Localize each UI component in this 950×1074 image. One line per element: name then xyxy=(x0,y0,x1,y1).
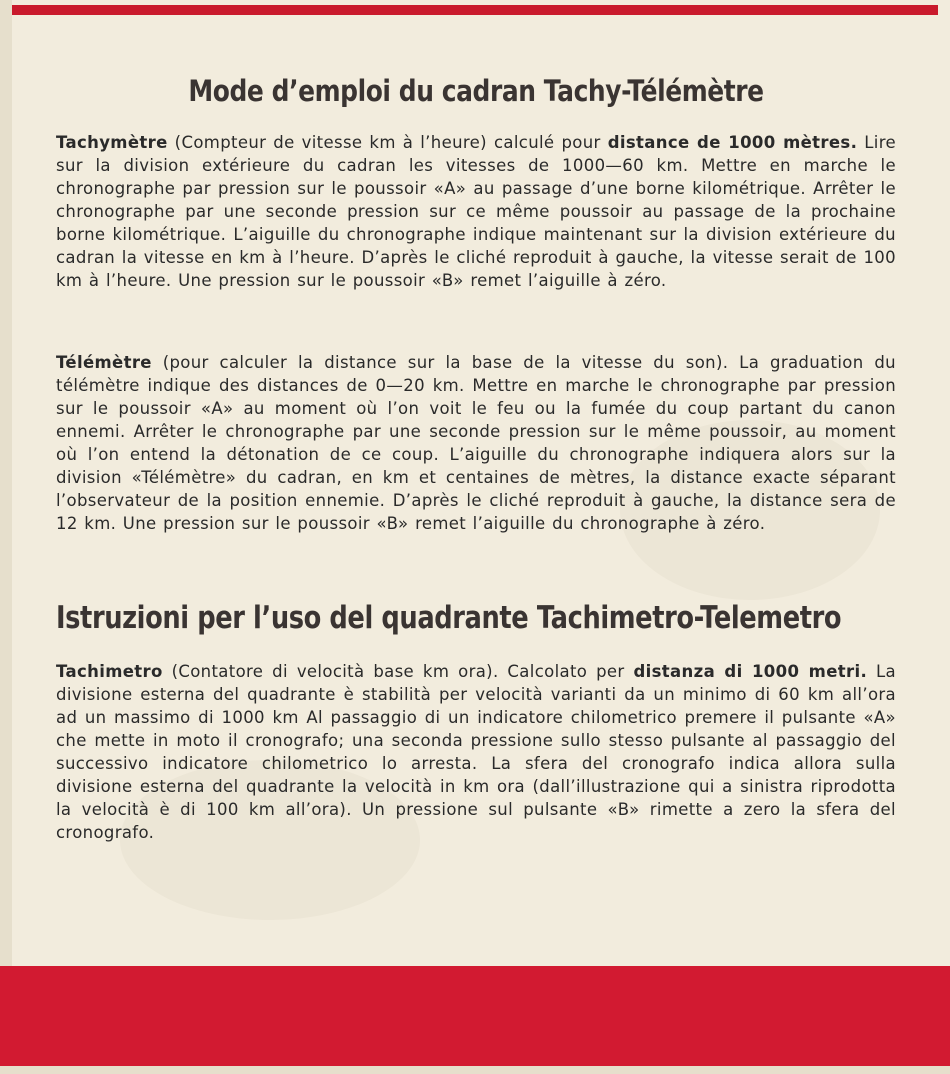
tachimetro-paragraph xyxy=(56,660,896,844)
french-title: Mode d’emploi du cadran Tachy-Télémètre xyxy=(188,74,764,108)
tachymetre-term: Tachymètre xyxy=(56,133,168,152)
paper-bottom-edge xyxy=(0,1066,950,1074)
bottom-red-band xyxy=(0,966,950,1066)
top-red-stripe xyxy=(12,5,938,15)
tachymetre-text-b: Lire sur la division extérieure du cadran les vitesses de 1000—60 km. Mettre en marche le chronographe par pression sur le poussoir «A» au passage d’une borne kilométrique. Arrêter le chronographe par une seconde pression sur ce même poussoir au passage de la prochaine borne kilométrique. L’aiguille du chronographe indique maintenant sur la division extérieure du cadran la vitesse en km à l’heure. D’après le cliché reproduit à gauche, la vitesse serait de 100 km à l’heure. Une pression sur le poussoir «B» remet l’aiguille à zéro. xyxy=(56,133,896,290)
paper-left-edge xyxy=(0,0,12,1074)
tachymetre-text-a: (Compteur de vitesse km à l’heure) calculé pour xyxy=(167,133,608,152)
italian-title: Istruzioni per l’uso del quadrante Tachimetro-Telemetro xyxy=(56,600,842,636)
tachimetro-text-a: (Contatore di velocità base km ora). Calcolato per xyxy=(162,662,634,681)
tachimetro-distance: distanza di 1000 metri. xyxy=(633,662,868,681)
tachymetre-paragraph xyxy=(56,131,896,292)
telemetre-text: (pour calculer la distance sur la base de la vitesse du son). La graduation du télémètre indique des distances de 0—20 km. Mettre en marche le chronographe par pression sur le poussoir «A» au moment où l’on voit le feu ou la fumée du coup partant du canon ennemi. Arrêter le chronographe par une seconde pression sur le même poussoir, au moment où l’on entend la détonation de ce coup. L’aiguille du chronographe indiquera alors sur la division «Télémètre» du cadran, en km et centaines de mètres, la distance exacte séparant l’observateur de la position ennemie. D’après le cliché reproduit à gauche, la distance sera de 12 km. Une pression sur le poussoir «B» remet l’aiguille du chronographe à zéro. xyxy=(56,353,896,533)
telemetre-term: Télémètre xyxy=(56,353,152,372)
telemetre-paragraph xyxy=(56,351,896,535)
tachimetro-text-b: La divisione esterna del quadrante è stabilità per velocità varianti da un minimo di 60 km all’ora ad un massimo di 1000 km Al passaggio di un indicatore chilometrico premere il pulsante «A» che mette in moto il cronografo; una seconda pressione sullo stesso pulsante al passaggio del successivo indicatore chilometrico lo arresta. La sfera del cronografo indica allora sulla divisione esterna del quadrante la velocità in km ora (dall’illustrazione qui a sinistra riprodotta la velocità è di 100 km all’ora). Un pressione sul pulsante «B» rimette a zero la sfera del cronografo. xyxy=(56,662,896,842)
tachymetre-distance: distance de 1000 mètres. xyxy=(607,133,858,152)
tachimetro-term: Tachimetro xyxy=(56,662,163,681)
